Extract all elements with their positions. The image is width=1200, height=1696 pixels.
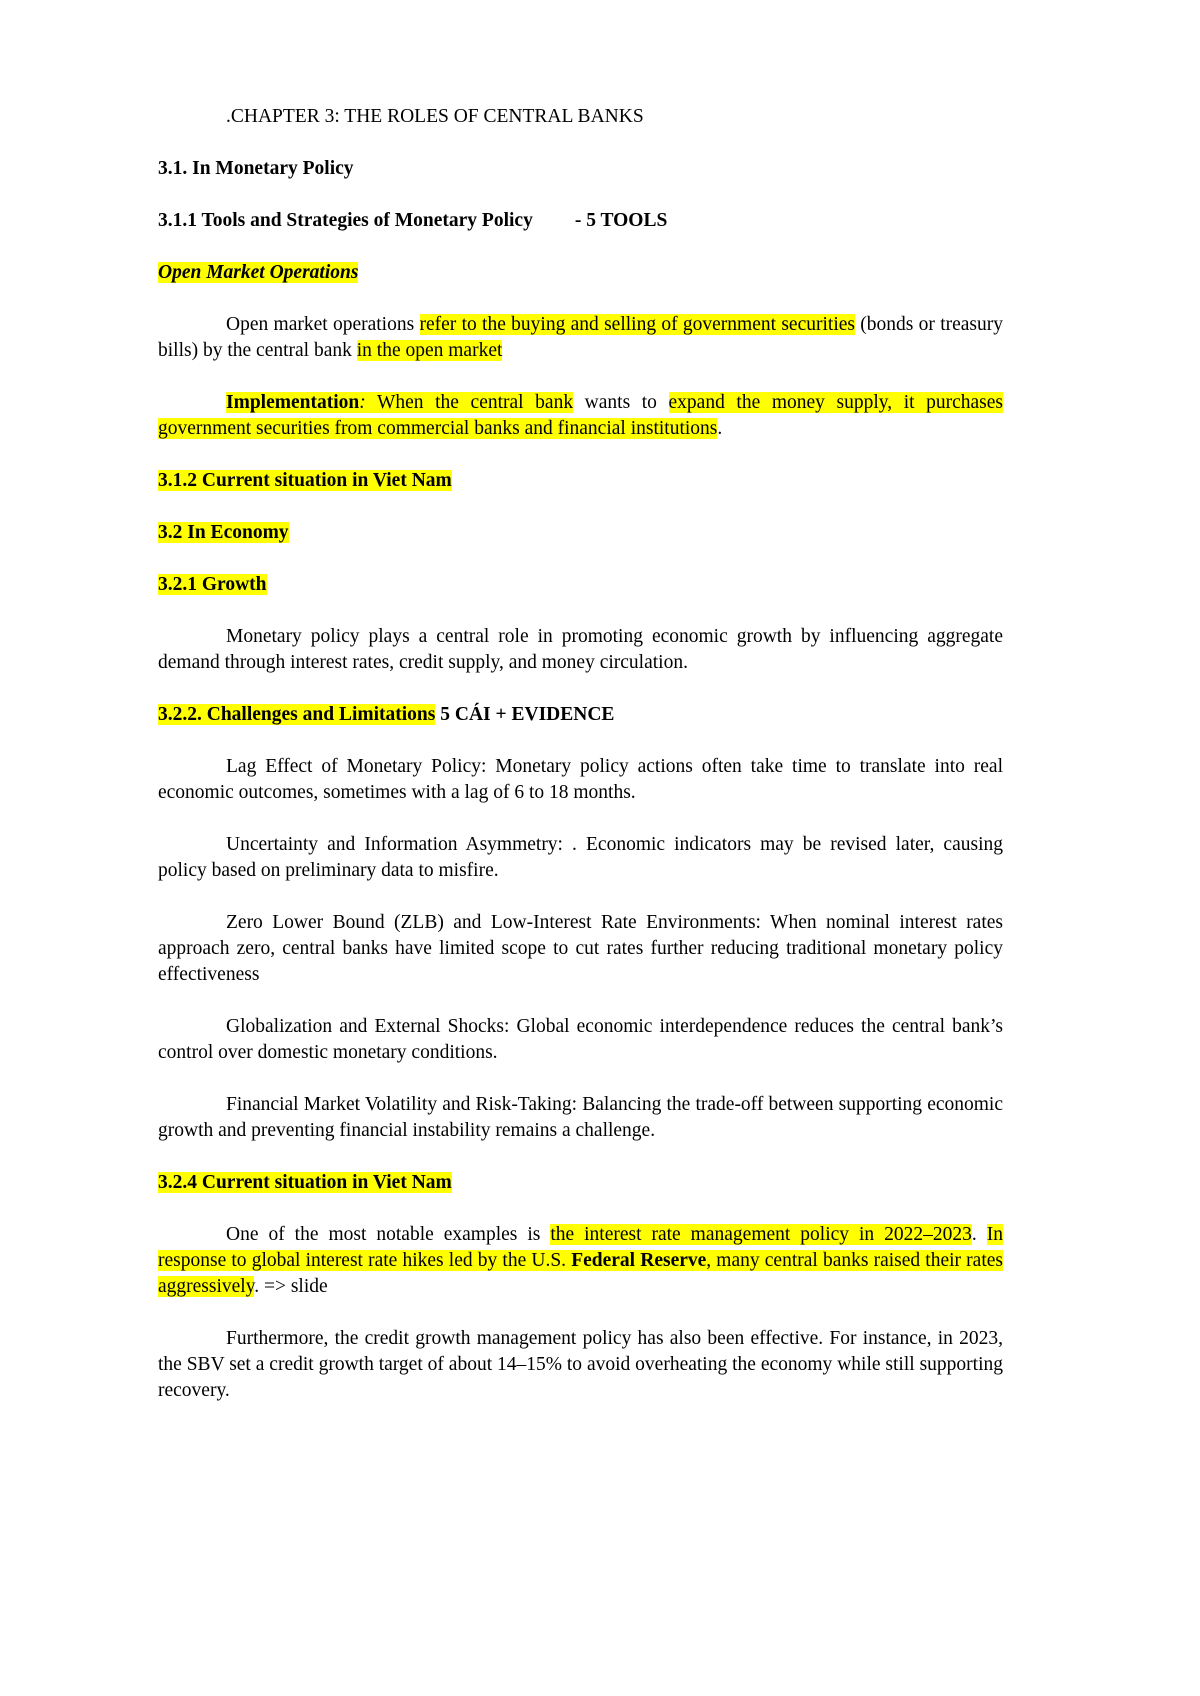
- omo-implementation-paragraph: [158, 390, 1003, 442]
- vn-credit-growth-paragraph: Furthermore, the credit growth management policy has also been effective. For instance, in 2023, the SBV set a credit growth target of about 14–15% to avoid overheating the economy while still supporting recovery.: [158, 1328, 1003, 1401]
- federal-reserve-bold: Federal Reserve: [571, 1250, 707, 1271]
- heading-3-2-1-text: 3.2.1 Growth: [158, 574, 267, 595]
- highlighted-run: expand the money supply, it purchases government securities from commercial banks and financial institutions: [158, 392, 1004, 439]
- text-run: One of the most notable examples is: [226, 1224, 551, 1245]
- open-market-operations-label: Open Market Operations: [158, 262, 359, 283]
- text-run: (bonds or treasury bills) by the central bank: [158, 314, 1003, 361]
- heading-open-market-operations: [158, 260, 1003, 286]
- text-run: wants to: [573, 392, 669, 413]
- omo-definition-paragraph: [158, 312, 1003, 364]
- challenge-paragraph: Financial Market Volatility and Risk-Taking: Balancing the trade-off between supporting economic growth and preventing financial instability remains a challenge.: [158, 1094, 1003, 1141]
- heading-3-1-2-text: 3.1.2 Current situation in Viet Nam: [158, 470, 452, 491]
- text-run: Open market operations: [226, 314, 420, 335]
- challenge-paragraph: Uncertainty and Information Asymmetry: . Economic indicators may be revised later, causing policy based on preliminary data to misfire.: [158, 834, 1003, 881]
- text-run: .: [717, 418, 723, 439]
- heading-3-1: 3.1. In Monetary Policy: [158, 158, 354, 179]
- growth-paragraph: Monetary policy plays a central role in promoting economic growth by influencing aggregate demand through interest rates, credit supply, and money circulation.: [158, 626, 1003, 673]
- heading-3-1-1-text: 3.1.1 Tools and Strategies of Monetary Policy: [158, 210, 533, 231]
- challenge-paragraph: Globalization and External Shocks: Global economic interdependence reduces the central bank’s control over domestic monetary conditions.: [158, 1016, 1003, 1063]
- implementation-label: Implementation: [226, 392, 360, 413]
- challenge-paragraph: Lag Effect of Monetary Policy: Monetary policy actions often take time to translate into real economic outcomes, sometimes with a lag of 6 to 18 months.: [158, 756, 1003, 803]
- heading-3-2-1: [158, 572, 1003, 598]
- vn-interest-rate-paragraph: [158, 1222, 1003, 1300]
- heading-3-2-2-note: 5 CÁI + EVIDENCE: [435, 704, 615, 725]
- highlighted-run: the interest rate management policy in 2022–2023: [550, 1224, 972, 1245]
- text-run: . => slide: [254, 1276, 328, 1297]
- heading-3-2-4-text: 3.2.4 Current situation in Viet Nam: [158, 1172, 452, 1193]
- heading-3-1-2: [158, 468, 1003, 494]
- heading-3-1-1: [158, 208, 1003, 234]
- highlighted-run: When the central bank: [365, 392, 574, 413]
- heading-3-2: [158, 520, 1003, 546]
- highlighted-run: in the open market: [356, 340, 503, 361]
- heading-3-2-2: [158, 702, 1003, 728]
- highlighted-run: , many central banks raised their rates aggressively: [158, 1250, 1003, 1297]
- text-run: :: [359, 392, 366, 413]
- highlighted-run: refer to the buying and selling of government securities: [419, 314, 855, 335]
- heading-3-1-1-note: - 5 TOOLS: [574, 210, 668, 231]
- highlighted-run: In response to global interest rate hikes led by the U.S.: [158, 1224, 1003, 1271]
- text-run: .: [971, 1224, 987, 1245]
- heading-3-2-text: 3.2 In Economy: [158, 522, 289, 543]
- heading-3-2-2-text: 3.2.2. Challenges and Limitations: [158, 704, 436, 725]
- challenge-paragraph: Zero Lower Bound (ZLB) and Low-Interest Rate Environments: When nominal interest rates approach zero, central banks have limited scope to cut rates further reducing traditional monetary policy effectiveness: [158, 912, 1003, 985]
- document-page: [158, 104, 1003, 1430]
- heading-3-2-4: [158, 1170, 1003, 1196]
- chapter-title: .CHAPTER 3: THE ROLES OF CENTRAL BANKS: [226, 106, 644, 127]
